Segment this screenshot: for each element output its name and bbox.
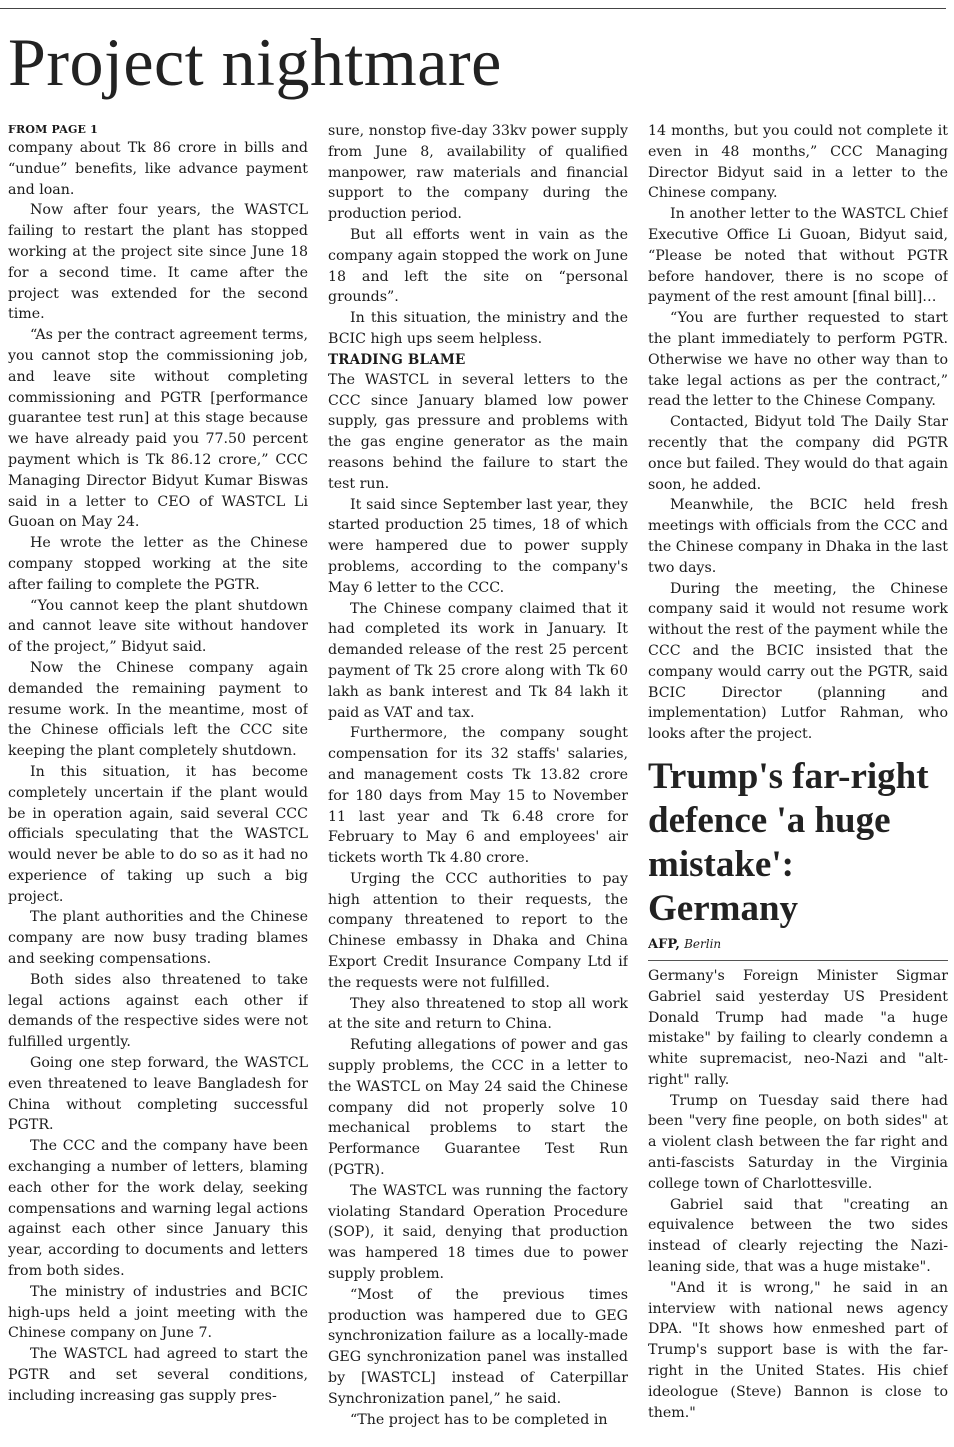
paragraph: sure, nonstop five-day 33kv power supply from June 8, availability of qualified manpower, raw materials and financial support to the company during the production period. <box>328 123 628 223</box>
paragraph: Gabriel said that "creating an equivalence between the two sides instead of clearly rejecting the Nazi-leaning side, that was a huge mistake". <box>648 1196 948 1276</box>
subheading: TRADING BLAME <box>328 351 466 368</box>
paragraph: Urging the CCC authorities to pay high attention to their requests, the company threatened to report to the Chinese embassy in Dhaka and China Export Credit Insurance Company Ltd if the requests were not fulfilled. <box>328 870 628 991</box>
paragraph: “You are further requested to start the plant immediately to perform PGTR. Otherwise we have no other way than to take legal actions as per the contract,” read the letter to the Chinese Company. <box>648 310 948 410</box>
page-headline: Project nightmare <box>8 24 502 100</box>
paragraph: They also threatened to stop all work at the site and return to China. <box>328 995 628 1033</box>
article-column-1 <box>8 121 308 1447</box>
paragraph: Both sides also threatened to take legal actions against each other if demands of the respective sides were not fulfilled urgently. <box>8 971 308 1051</box>
paragraph: 14 months, but you could not complete it even in 48 months,” CCC Managing Director Bidyut said in a letter to the Chinese company. <box>648 123 948 202</box>
paragraph: “As per the contract agreement terms, you cannot stop the commissioning job, and leave site without completing commissioning and PGTR [performance guarantee test run] at this stage because we have already paid you 77.50 percent payment which is Tk 86.12 crore,” CCC Managing Director Bidyut Kumar Biswas said in a letter to CEO of WASTCL Li Guoan on May 24. <box>8 327 308 531</box>
byline-agency: AFP, <box>648 936 680 952</box>
paragraph: Now after four years, the WASTCL failing to restart the plant has stopped working at the project site since June 18 for a second time. It came after the project was extended for the second time. <box>8 202 308 323</box>
paragraph: “Most of the previous times production was hampered due to GEG synchronization failure as a locally-made GEG synchronization panel was installed by [WASTCL] instead of Caterpillar Synchronization panel,” he said. <box>328 1286 628 1407</box>
paragraph: The WASTCL had agreed to start the PGTR and set several conditions, including increasing gas supply pres- <box>8 1346 308 1404</box>
paragraph: The Chinese company claimed that it had completed its work in January. It demanded release of the rest 25 percent payment of Tk 25 crore along with Tk 60 lakh as bank interest and Tk 84 lakh it paid as VAT and tax. <box>328 600 628 721</box>
paragraph: In another letter to the WASTCL Chief Executive Office Li Guoan, Bidyut said, “Please be noted that without PGTR before handover, there is no scope of payment of the rest amount [final bill]… <box>648 206 948 306</box>
paragraph: Now the Chinese company again demanded the remaining payment to resume work. In the meantime, most of the Chinese officials left the CCC site keeping the plant completely shutdown. <box>8 659 308 760</box>
paragraph: The WASTCL was running the factory violating Standard Operation Procedure (SOP), it said, denying that production was hampered 18 times due to power supply problem. <box>328 1182 628 1283</box>
secondary-headline: Trump's far-right defence 'a huge mistake': Germany <box>648 755 929 929</box>
paragraph: Going one step forward, the WASTCL even threatened to leave Bangladesh for China without completing successful PGTR. <box>8 1055 308 1134</box>
paragraph: It said since September last year, they started production 25 times, 18 of which were hampered due to power supply problems, according to the company's May 6 letter to the CCC. <box>328 496 628 596</box>
byline <box>648 935 948 961</box>
article-column-3 <box>648 121 948 1447</box>
paragraph: Contacted, Bidyut told The Daily Star recently that the company did PGTR once but failed. They would do that again soon, he added. <box>648 414 948 493</box>
paragraph: "And it is wrong," he said in an interview with national news agency DPA. "It shows how enmeshed part of Trump's support base is with the far-right in the United States. His chief ideologue (Steve) Bannon is close to them." <box>648 1279 948 1421</box>
paragraph: During the meeting, the Chinese company said it would not resume work without the rest of the payment while the CCC and the BCIC insisted that the company would carry out the PGTR, said BCIC Director (planning and implementation) Lutfor Rahman, who looks after the project. <box>648 580 948 743</box>
paragraph: “The project has to be completed in <box>350 1411 608 1428</box>
paragraph: company about Tk 86 crore in bills and “undue” benefits, like advance payment and loan. <box>8 140 308 198</box>
paragraph: The ministry of industries and BCIC high-ups held a joint meeting with the Chinese company on June 7. <box>8 1283 308 1342</box>
paragraph: Trump on Tuesday said there had been "very fine people, on both sides" at a violent clash between the far right and anti-fascists Saturday in the Virginia college town of Charlottesville. <box>648 1092 948 1192</box>
paragraph: Meanwhile, the BCIC held fresh meetings with officials from the CCC and the Chinese company in Dhaka in the last two days. <box>648 497 948 576</box>
article-column-2 <box>328 121 628 1447</box>
paragraph: “You cannot keep the plant shutdown and cannot leave site without handover of the project,” Bidyut said. <box>8 597 308 656</box>
paragraph: The plant authorities and the Chinese company are now busy trading blames and seeking compensations. <box>8 909 308 968</box>
paragraph: The WASTCL in several letters to the CCC since January blamed low power supply, gas pressure and problems with the gas engine generator as the main reasons behind the failure to start the test run. <box>328 371 628 492</box>
byline-dateline: Berlin <box>684 936 722 951</box>
paragraph: He wrote the letter as the Chinese company stopped working at the site after failing to complete the PGTR. <box>8 535 308 593</box>
kicker: FROM PAGE 1 <box>8 123 99 136</box>
paragraph: Germany's Foreign Minister Sigmar Gabriel said yesterday US President Donald Trump had made "a huge mistake" by failing to clearly condemn a white supremacist, neo-Nazi and "alt-right" rally. <box>648 967 948 1088</box>
paragraph: In this situation, it has become completely uncertain if the plant would be in operation again, said several CCC officials speculating that the WASTCL would never be able to do so as it had no experience of taking up such a big project. <box>8 763 308 905</box>
paragraph: But all efforts went in vain as the company again stopped the work on June 18 and left the site on “personal grounds”. <box>328 226 628 306</box>
top-rule <box>0 8 946 9</box>
paragraph: Refuting allegations of power and gas supply problems, the CCC in a letter to the WASTCL on May 24 said the Chinese company did not properly solve 10 mechanical problems to start the Performance Guarantee Test Run (PGTR). <box>328 1037 628 1179</box>
paragraph: The CCC and the company have been exchanging a number of letters, blaming each other for the work delay, seeking compensations and warning legal actions against each other since January this year, according to documents and letters from both sides. <box>8 1138 308 1280</box>
paragraph: In this situation, the ministry and the BCIC high ups seem helpless. <box>328 310 628 347</box>
paragraph: Furthermore, the company sought compensation for its 32 staffs' salaries, and management costs Tk 13.82 crore for 180 days from May 15 to November 11 last year and Tk 6.48 crore for February to May 6 and employees' air tickets worth Tk 4.80 crore. <box>328 725 628 867</box>
